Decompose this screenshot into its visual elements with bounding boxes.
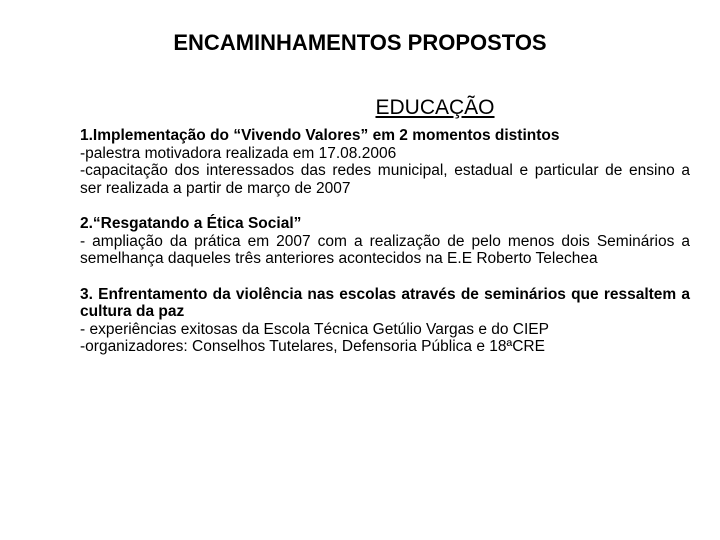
section-heading: EDUCAÇÃO xyxy=(375,96,495,119)
proposal-title: 2.“Resgatando a Ética Social” xyxy=(80,215,302,232)
proposal-detail: - experiências exitosas da Escola Técnica Getúlio Vargas e do CIEP xyxy=(80,320,549,338)
proposal-title: 1.Implementação do “Vivendo Valores” em 2 momentos distintos xyxy=(80,127,560,144)
proposal-detail: -organizadores: Conselhos Tutelares, Defensoria Pública e 18ªCRE xyxy=(80,338,545,355)
proposal-detail: -capacitação dos interessados das redes municipal, estadual e particular de ensino a ser realizada a partir de março de 2007 xyxy=(80,162,690,197)
proposal-item-2 xyxy=(80,215,690,268)
proposal-detail: -palestra motivadora realizada em 17.08.2006 xyxy=(80,144,397,162)
proposal-title: 3. Enfrentamento da violência nas escolas através de seminários que ressaltem a cultura da paz xyxy=(80,285,690,320)
proposal-item-1 xyxy=(80,127,690,197)
proposals-list xyxy=(80,127,690,356)
page-title: ENCAMINHAMENTOS PROPOSTOS xyxy=(173,30,547,55)
proposal-item-3 xyxy=(80,286,690,356)
proposal-detail: - ampliação da prática em 2007 com a realização de pelo menos dois Seminários a semelhança daqueles três anteriores acontecidos na E.E Roberto Telechea xyxy=(80,232,690,267)
